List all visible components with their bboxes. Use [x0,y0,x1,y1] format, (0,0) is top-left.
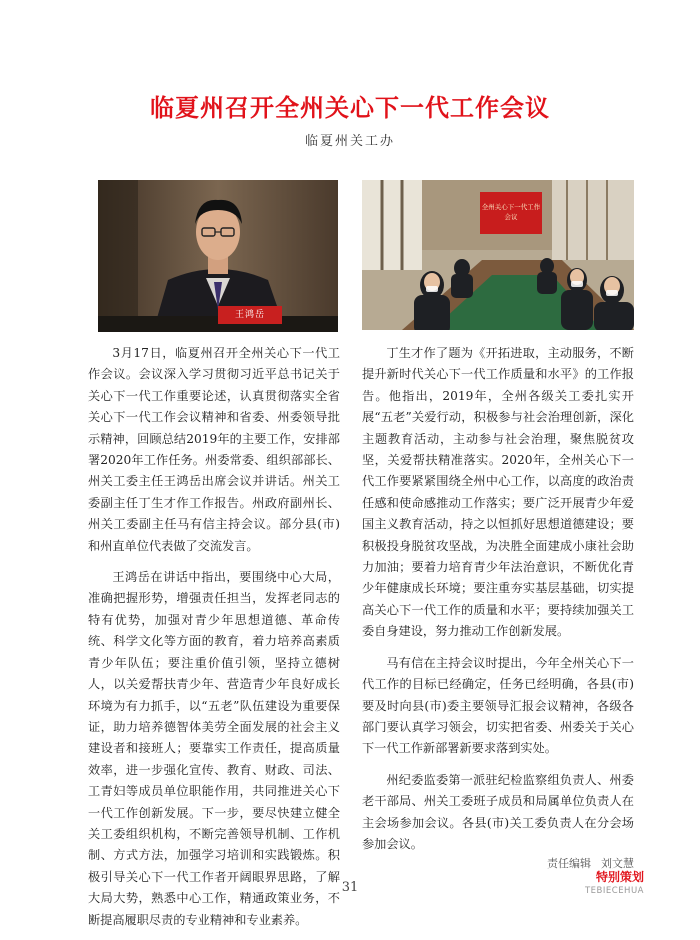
body-paragraph: 3月17日，临夏州召开全州关心下一代工作会议。会议深入学习贯彻习近平总书记关于关心下一代工作重要论述，认真贯彻落实全省关心下一代工作会议精神和省委、州委领导批示精神，回顾总结2019年的主要工作，安排部署2020年工作任务。州委常委、组织部部长、州关工委主任王鸿岳出席会议并讲话。州关工委副主任丁生才作工作报告。州政府副州长、州关工委副主任马有信主持会议。部分县(市)和州直单位代表做了交流发言。 [88,346,340,553]
editor-label: 责任编辑 [547,857,591,870]
section-label-cn: 特别策划 [595,870,644,884]
article-author: 临夏州关工办 [304,134,395,149]
article-title: 临夏州召开全州关心下一代工作会议 [150,93,550,122]
body-paragraph: 王鸿岳在讲话中指出，要围绕中心大局，准确把握形势，增强责任担当，发挥老同志的特有优势，加强对青少年思想道德、革命传统、科学文化等方面的教育，着力培养高素质青少年队伍；要注重价值引领，坚持立德树人，以关爱帮扶青少年、营造青少年良好成长环境为有力抓手，以“五老”队伍建设为重要保证，助力培养德智体美劳全面发展的社会主义建设者和接班人；要靠实工作责任，提高质量效率，进一步强化宣传、教育、财政、司法、工青妇等成员单位职能作用，共同推进关心下一代工作创新发展。下一步，要尽快建立健全关工委组织机构，不断完善领导机制、工作机制、方式方法，加强学习培训和实践锻炼。积极引导关心下一代工作者开阔眼界思路，了解大局大势，熟悉中心工作，精通政策业务，不断提高履职尽责的专业精神和专业素养。 [88,570,340,927]
body-paragraph: 马有信在主持会议时提出，今年全州关心下一代工作的目标已经确定，任务已经明确，各县(市)要及时向县(市)委主要领导汇报会议精神，各级各部门要认真学习领会，切实把省委、州委关于关心下一代工作新部署新要求落到实处。 [362,655,634,756]
speaker-photo [98,180,338,332]
article-body-left-column [88,343,340,931]
speaker-nameplate: 王鸿岳 [218,306,282,324]
page-number: 31 [341,880,359,895]
editor-name: 刘文慧 [601,857,634,870]
article-body-right-column [362,343,634,855]
body-paragraph: 丁生才作了题为《开拓进取，主动服务，不断提升新时代关心下一代工作质量和水平》的工作报告。他指出，2019年，全州各级关工委扎实开展“五老”关爱行动，积极参与社会治理创新，深化主题教育活动，主动参与社会治理，聚焦脱贫攻坚，关爱帮扶精准落实。2020年，全州关心下一代工作要紧紧围绕全州中心工作，以高度的政治责任感和使命感推动工作落实；要广泛开展青少年爱国主义教育活动，持之以恒抓好思想道德建设；要积极投身脱贫攻坚战，为决胜全面建成小康社会助力加油；要着力培育青少年法治意识，不断优化青少年健康成长环境；要注重夯实基层基础，切实提高关心下一代工作的质量和水平；要持续加强关工委自身建设，努力推动工作创新发展。 [362,346,634,639]
section-label-en: TEBIECEHUA [584,886,644,896]
section-label [585,868,644,896]
body-paragraph: 州纪委监委第一派驻纪检监察组负责人、州委老干部局、州关工委班子成员和局属单位负责人在主会场参加会议。各县(市)关工委负责人在分会场参加会议。 [362,772,634,851]
meeting-room-photo [362,180,634,330]
meeting-banner: 全州关心下一代工作会议 [481,203,541,221]
